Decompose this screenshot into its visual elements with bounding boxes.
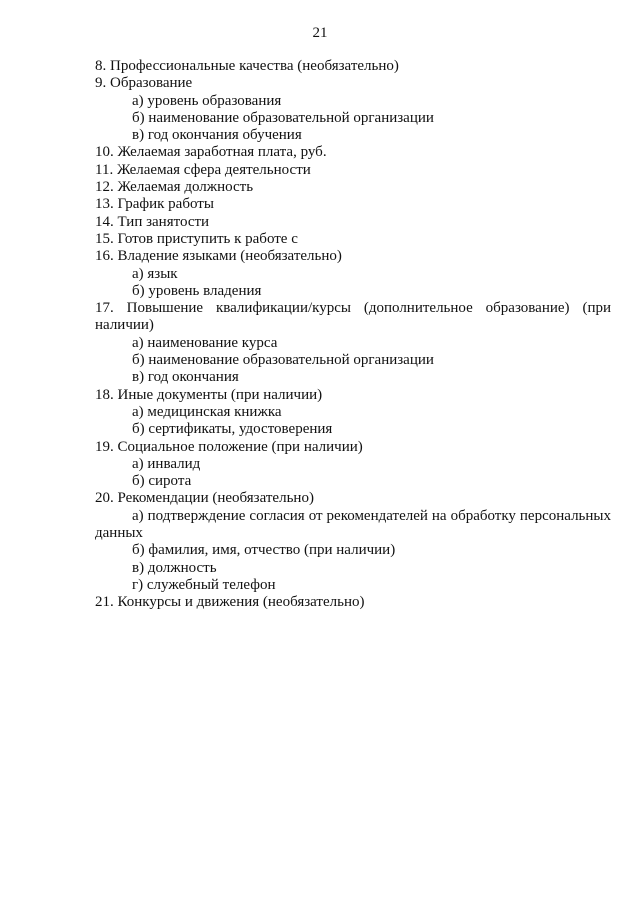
list-subitem: б) фамилия, имя, отчество (при наличии) bbox=[132, 542, 396, 559]
list-subitem: а) уровень образования bbox=[132, 92, 282, 109]
list-item-19: 19. Социальное положение (при наличии) bbox=[95, 438, 363, 455]
list-item-12: 12. Желаемая должность bbox=[95, 179, 254, 196]
list-subitem: б) сертификаты, удостоверения bbox=[132, 421, 333, 438]
list-subitem: а) медицинская книжка bbox=[132, 403, 282, 420]
list-subitem: в) должность bbox=[132, 559, 217, 576]
list-item-20: 20. Рекомендации (необязательно) bbox=[95, 490, 314, 507]
list-item-17: 17. Повышение квалификации/курсы (дополнительное образование) (при bbox=[95, 300, 611, 317]
list-subitem: а) инвалид bbox=[132, 455, 201, 472]
list-subitem: в) год окончания обучения bbox=[132, 127, 302, 144]
list-item-13: 13. График работы bbox=[95, 196, 214, 213]
list-subitem: в) год окончания bbox=[132, 369, 239, 386]
list-item-14: 14. Тип занятости bbox=[95, 213, 210, 230]
list-item-11: 11. Желаемая сфера деятельности bbox=[95, 161, 311, 178]
list-subitem: б) сирота bbox=[132, 473, 192, 490]
list-item-15: 15. Готов приступить к работе с bbox=[95, 230, 298, 247]
list-item-8: 8. Профессиональные качества (необязательно) bbox=[95, 58, 399, 74]
list-subitem: б) наименование образовательной организации bbox=[132, 352, 434, 369]
list-subitem-continuation: данных bbox=[95, 525, 143, 542]
document-body bbox=[95, 58, 611, 612]
list-subitem: а) наименование курса bbox=[132, 334, 278, 351]
list-item-21: 21. Конкурсы и движения (необязательно) bbox=[95, 594, 365, 611]
list-item-16: 16. Владение языками (необязательно) bbox=[95, 248, 342, 265]
list-subitem: а) язык bbox=[132, 265, 178, 282]
list-item-9: 9. Образование bbox=[95, 75, 193, 92]
list-subitem: б) наименование образовательной организации bbox=[132, 109, 434, 126]
list-subitem: а) подтверждение согласия от рекомендателей на обработку персональных bbox=[132, 507, 611, 524]
list-subitem: г) служебный телефон bbox=[132, 576, 276, 593]
list-subitem: б) уровень владения bbox=[132, 282, 262, 299]
list-item-10: 10. Желаемая заработная плата, руб. bbox=[95, 144, 327, 161]
page-number: 21 bbox=[312, 25, 328, 41]
list-item-18: 18. Иные документы (при наличии) bbox=[95, 386, 323, 403]
list-item-17-continuation: наличии) bbox=[95, 317, 154, 334]
